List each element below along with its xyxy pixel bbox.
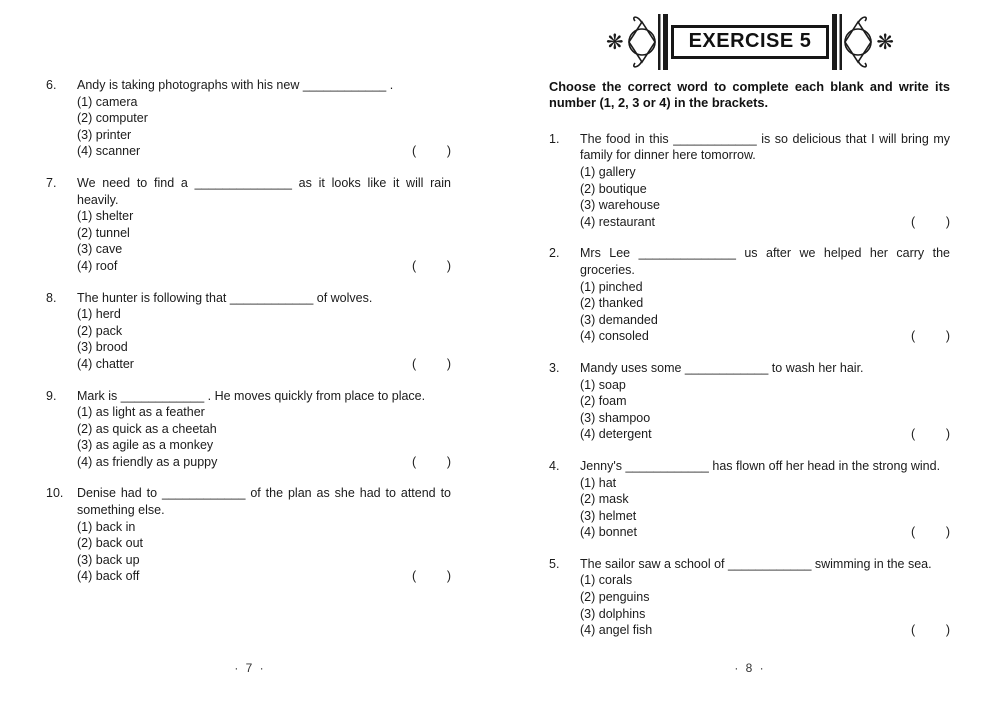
exercise-instructions: Choose the correct word to complete each blank and write its number (1, 2, 3 or 4) in the brackets. (549, 79, 950, 111)
bracket-close: ) (945, 214, 950, 229)
option-text: (4) as friendly as a puppy (77, 454, 218, 469)
option-row (77, 143, 451, 160)
option-text: (3) dolphins (580, 606, 646, 621)
option-row (77, 127, 451, 144)
option-row (77, 552, 451, 569)
bracket-open: ( (412, 258, 417, 273)
bracket-close: ) (446, 258, 451, 273)
answer-brackets (412, 356, 451, 373)
bracket-open: ( (412, 144, 417, 159)
option-text: (4) detergent (580, 427, 652, 442)
option-list (77, 94, 451, 160)
option-text: (3) warehouse (580, 198, 660, 213)
bracket-open: ( (911, 623, 916, 638)
question-text: Jenny's ____________ has flown off her head in the strong wind. (580, 458, 941, 473)
option-row (580, 197, 950, 214)
question-item (46, 485, 451, 585)
page-number-7: · 7 · (234, 661, 266, 675)
option-row (77, 437, 451, 454)
bracket-close: ) (446, 454, 451, 469)
option-text: (1) hat (580, 475, 617, 490)
option-row (580, 312, 950, 329)
option-row (580, 410, 950, 427)
option-text: (2) pack (77, 323, 123, 338)
option-row (580, 606, 950, 623)
question-text: We need to find a ______________ as it looks like it will rain heavily. (77, 175, 451, 207)
bracket-open: ( (412, 454, 417, 469)
question-item (46, 175, 451, 275)
question-item (549, 131, 950, 231)
question-text: Mandy uses some ____________ to wash her hair. (580, 360, 864, 375)
answer-brackets (911, 214, 950, 231)
option-text: (2) as quick as a cheetah (77, 421, 217, 436)
page-8-content (549, 79, 950, 654)
exercise-banner (500, 13, 1000, 71)
option-row (580, 328, 950, 345)
exercise-title: EXERCISE 5 (671, 25, 830, 59)
option-text: (3) brood (77, 340, 128, 355)
option-list (580, 377, 950, 443)
option-row (77, 421, 451, 438)
answer-brackets (911, 622, 950, 639)
option-text: (4) restaurant (580, 214, 656, 229)
option-row (77, 323, 451, 340)
question-item (549, 360, 950, 443)
option-text: (1) gallery (580, 165, 636, 179)
bracket-close: ) (945, 427, 950, 442)
option-row (77, 208, 451, 225)
option-row (580, 491, 950, 508)
option-text: (2) penguins (580, 590, 650, 605)
flourish-ornament-icon (829, 13, 875, 71)
option-row (77, 454, 451, 471)
option-row (77, 519, 451, 536)
bracket-open: ( (911, 329, 916, 344)
option-row (77, 356, 451, 373)
option-list (580, 164, 950, 230)
option-row (580, 508, 950, 525)
bracket-open: ( (911, 214, 916, 229)
option-row (580, 589, 950, 606)
page-number-8: · 8 · (734, 661, 766, 675)
option-row (77, 94, 451, 111)
question-number: 2. (549, 246, 560, 261)
option-text: (3) back up (77, 552, 140, 567)
option-list (580, 279, 950, 345)
question-number: 1. (549, 131, 560, 146)
question-number: 3. (549, 360, 560, 375)
bracket-close: ) (945, 329, 950, 344)
option-text: (1) herd (77, 307, 121, 322)
bracket-open: ( (412, 569, 417, 584)
option-list (77, 519, 451, 585)
question-item (549, 458, 950, 541)
option-row (77, 110, 451, 127)
bracket-close: ) (446, 569, 451, 584)
option-text: (4) scanner (77, 144, 141, 159)
bracket-open: ( (911, 427, 916, 442)
option-text: (4) back off (77, 569, 140, 584)
option-text: (4) roof (77, 258, 118, 273)
answer-brackets (412, 258, 451, 275)
bracket-open: ( (412, 356, 417, 371)
question-text: Mark is ____________ . He moves quickly from place to place. (77, 388, 426, 403)
option-row (580, 393, 950, 410)
question-item (549, 556, 950, 639)
option-text: (2) back out (77, 536, 144, 551)
option-row (77, 535, 451, 552)
question-text: The hunter is following that ____________ of wolves. (77, 290, 373, 305)
option-row (77, 306, 451, 323)
option-text: (4) bonnet (580, 525, 637, 540)
option-text: (3) shampoo (580, 410, 651, 425)
question-item (46, 77, 451, 160)
bracket-close: ) (446, 144, 451, 159)
option-text: (2) foam (580, 394, 627, 409)
option-list (580, 572, 950, 638)
bracket-close: ) (945, 525, 950, 540)
question-number: 10. (46, 486, 64, 501)
option-row (580, 524, 950, 541)
option-text: (2) thanked (580, 296, 644, 311)
option-text: (3) as agile as a monkey (77, 438, 214, 453)
option-text: (1) shelter (77, 209, 134, 224)
question-number: 4. (549, 458, 560, 473)
question-number: 9. (46, 388, 57, 403)
bracket-close: ) (446, 356, 451, 371)
option-row (580, 377, 950, 394)
question-text: Mrs Lee ______________ us after we helped her carry the groceries. (580, 246, 950, 277)
option-text: (1) camera (77, 94, 138, 109)
question-item (46, 290, 451, 373)
question-text: The sailor saw a school of ____________ swimming in the sea. (580, 556, 932, 571)
option-text: (2) tunnel (77, 225, 130, 240)
question-number: 6. (46, 78, 57, 92)
option-row (580, 572, 950, 589)
option-row (77, 568, 451, 585)
bracket-close: ) (945, 623, 950, 638)
question-number: 7. (46, 175, 57, 190)
answer-brackets (412, 454, 451, 471)
answer-brackets (911, 524, 950, 541)
option-row (77, 225, 451, 242)
option-text: (1) soap (580, 377, 626, 392)
page-7-question-list (46, 77, 451, 600)
option-row (77, 241, 451, 258)
option-text: (4) consoled (580, 329, 649, 344)
option-row (77, 404, 451, 421)
snowflake-ornament-icon: ❋ (876, 30, 895, 54)
option-row (77, 339, 451, 356)
option-row (580, 164, 950, 181)
question-number: 5. (549, 556, 560, 571)
question-text: Denise had to ____________ of the plan as she had to attend to something else. (77, 486, 451, 518)
answer-brackets (412, 568, 451, 585)
question-number: 8. (46, 290, 57, 305)
option-row (580, 426, 950, 443)
option-text: (3) demanded (580, 312, 658, 327)
option-text: (2) mask (580, 492, 629, 507)
option-list (77, 306, 451, 372)
question-text: The food in this ____________ is so delicious that I will bring my family for dinner here tomorrow. (580, 131, 950, 163)
option-row (580, 622, 950, 639)
option-text: (4) angel fish (580, 623, 653, 638)
option-text: (2) boutique (580, 181, 647, 196)
answer-brackets (412, 143, 451, 160)
answer-brackets (911, 426, 950, 443)
option-text: (3) cave (77, 242, 123, 257)
option-row (580, 181, 950, 198)
option-text: (1) back in (77, 519, 136, 534)
option-text: (1) as light as a feather (77, 405, 205, 420)
page-8-question-list (549, 131, 950, 639)
option-text: (3) printer (77, 127, 132, 142)
question-item (549, 245, 950, 345)
bracket-open: ( (911, 525, 916, 540)
option-row (580, 295, 950, 312)
option-row (580, 214, 950, 231)
answer-brackets (911, 328, 950, 345)
option-row (77, 258, 451, 275)
option-row (580, 475, 950, 492)
option-text: (1) corals (580, 573, 633, 588)
option-text: (1) pinched (580, 279, 643, 294)
option-row (580, 279, 950, 296)
snowflake-ornament-icon: ❋ (605, 30, 624, 54)
question-item (46, 388, 451, 471)
flourish-ornament-icon (625, 13, 671, 71)
question-text: Andy is taking photographs with his new ____________ . (77, 78, 394, 92)
option-text: (2) computer (77, 111, 148, 126)
option-list (580, 475, 950, 541)
option-text: (4) chatter (77, 356, 134, 371)
option-list (77, 404, 451, 470)
option-text: (3) helmet (580, 508, 637, 523)
option-list (77, 208, 451, 274)
